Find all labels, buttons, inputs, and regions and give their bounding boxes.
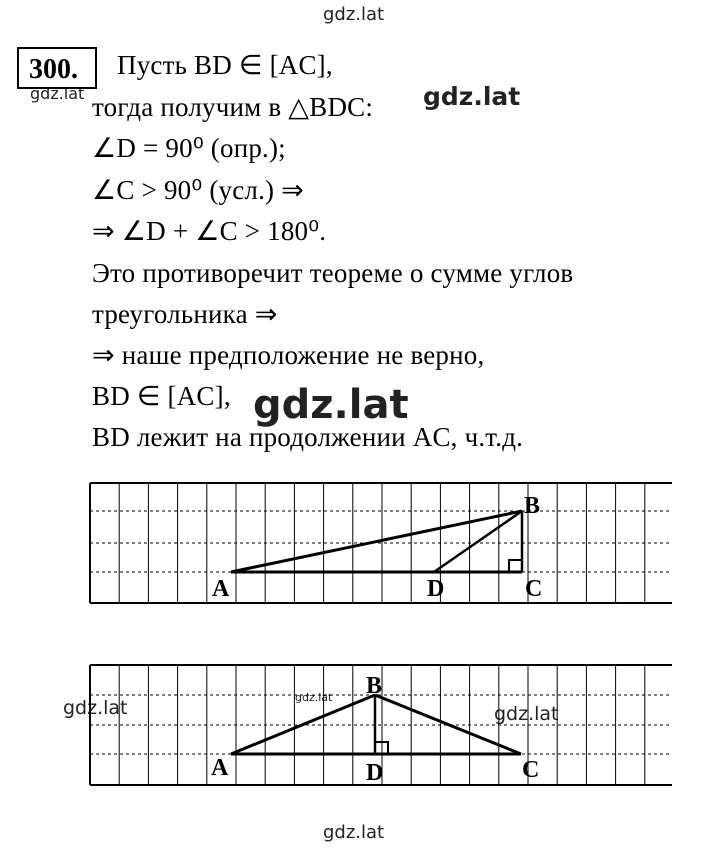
fig2-label-A: A	[211, 755, 229, 781]
figure1-triangles	[231, 511, 522, 572]
fig1-label-C: C	[525, 576, 543, 602]
watermark-right: gdz.lat	[494, 703, 559, 725]
fig2-label-D: D	[366, 760, 384, 786]
proof-line-2: тогда получим в △BDC:	[92, 92, 374, 122]
fig1-right-angle-mark	[509, 560, 522, 572]
proof-line-6: Это противоречит теореме о сумме углов	[92, 258, 574, 288]
proof-line-9: BD ∈ [AC],	[92, 381, 231, 411]
fig2-label-C: C	[522, 757, 540, 783]
watermark-small: gdz.lat	[30, 84, 85, 103]
watermark-big: gdz.lat	[253, 382, 409, 428]
fig1-label-A: A	[212, 576, 230, 602]
proof-line-10: BD лежит на продолжении AC, ч.т.д.	[92, 422, 524, 452]
proof-line-8: ⇒ наше предположение не верно,	[92, 340, 485, 370]
watermark-tiny: gdz.lat	[295, 691, 333, 704]
watermark-bottom: gdz.lat	[323, 822, 385, 843]
proof-line-4: ∠C > 90⁰ (усл.) ⇒	[92, 175, 304, 205]
watermark-left: gdz.lat	[63, 697, 128, 719]
proof-line-7: треугольника ⇒	[92, 299, 278, 329]
figure1-grid	[90, 483, 672, 603]
proof-line-5: ⇒ ∠D + ∠C > 180⁰.	[92, 216, 327, 246]
figure2-triangle	[231, 695, 521, 754]
fig1-label-D: D	[427, 576, 445, 602]
proof-line-3: ∠D = 90⁰ (опр.);	[92, 133, 286, 163]
watermark-top: gdz.lat	[323, 4, 385, 25]
problem-number: 300.	[17, 47, 97, 89]
fig2-label-B: B	[366, 673, 383, 699]
proof-line-1: Пусть BD ∈ [AC],	[117, 50, 333, 80]
fig1-label-B: B	[524, 493, 541, 519]
watermark-mid: gdz.lat	[423, 82, 521, 111]
